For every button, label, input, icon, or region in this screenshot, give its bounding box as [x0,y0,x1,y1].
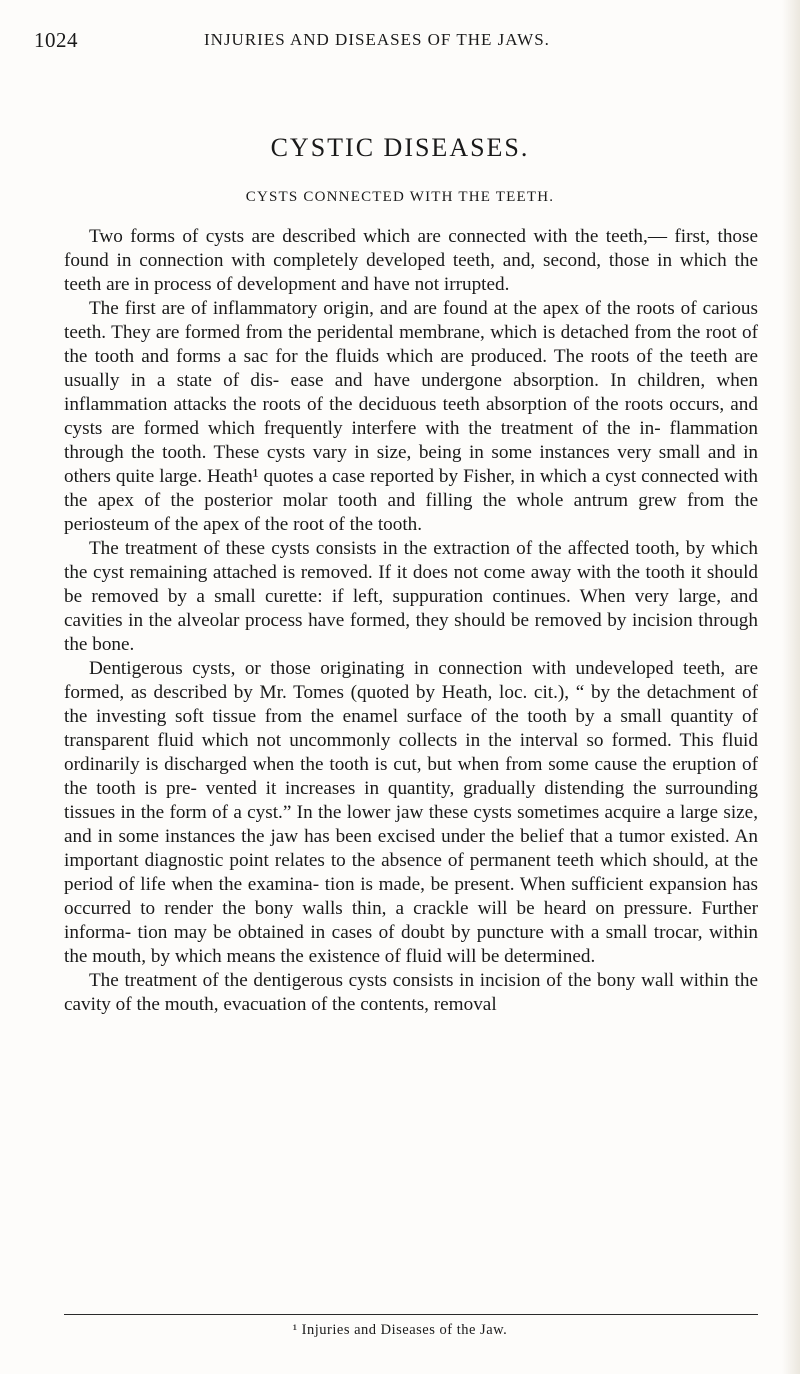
paragraph: Two forms of cysts are described which are connected with the teeth,— first, those found in connection with completely developed teeth, and, second, those in which the teeth are in process of development and have not irrupted. [64,226,758,295]
subsection-title: CYSTS CONNECTED WITH THE TEETH. [245,189,555,205]
page-edge-shadow [782,0,800,1374]
footnote-rule [64,1314,758,1315]
section-title: CYSTIC DISEASES. [270,133,530,162]
page-number: 1024 [34,28,78,52]
paragraph: The treatment of these cysts consists in the extraction of the affected tooth, by which the cyst remaining attached is removed. If it does not come away with the tooth it should be removed by a small curette: if left, suppuration continues. When very large, and cavities in the alveolar process have formed, they should be removed by incision through the bone. [64,538,758,655]
footnote: ¹ Injuries and Diseases of the Jaw. [292,1322,508,1338]
paragraph: The treatment of the dentigerous cysts consists in incision of the bony wall within the cavity of the mouth, evacuation of the contents, removal [64,970,758,1015]
running-title: INJURIES AND DISEASES OF THE JAWS. [204,30,550,49]
paragraph: Dentigerous cysts, or those originating in connection with undeveloped teeth, are formed, as described by Mr. Tomes (quoted by Heath, loc. cit.), “ by the detachment of the investing soft tissue from the enamel surface of the tooth by a small quantity of transparent fluid which not uncommonly collects in the interval so formed. This fluid ordinarily is discharged when the tooth is cut, but when from some cause the eruption of the tooth is pre- vented it increases in quantity, gradually distending the surrounding tissues in the form of a cyst.” In the lower jaw these cysts sometimes acquire a large size, and in some instances the jaw has been excised under the belief that a tumor existed. An important diagnostic point relates to the absence of permanent teeth which should, at the period of life when the examina- tion is made, be present. When sufficient expansion has occurred to render the bony walls thin, a crackle will be heard on pressure. Further informa- tion may be obtained in cases of doubt by puncture with a small trocar, within the mouth, by which means the existence of fluid will be determined. [64,658,758,967]
paragraph: The first are of inflammatory origin, and are found at the apex of the roots of carious teeth. They are formed from the peridental membrane, which is detached from the root of the tooth and forms a sac for the fluids which are produced. The roots of the teeth are usually in a state of dis- ease and have undergone absorption. In children, when inflammation attacks the roots of the deciduous teeth absorption of the roots occurs, and cysts are formed which frequently interfere with the treatment of the in- flammation through the tooth. These cysts vary in size, being in some instances very small and in others quite large. Heath¹ quotes a case reported by Fisher, in which a cyst connected with the apex of the posterior molar tooth and filling the whole antrum grew from the periosteum of the apex of the root of the tooth. [64,298,758,535]
running-head [34,28,784,52]
body-text [64,225,758,1017]
